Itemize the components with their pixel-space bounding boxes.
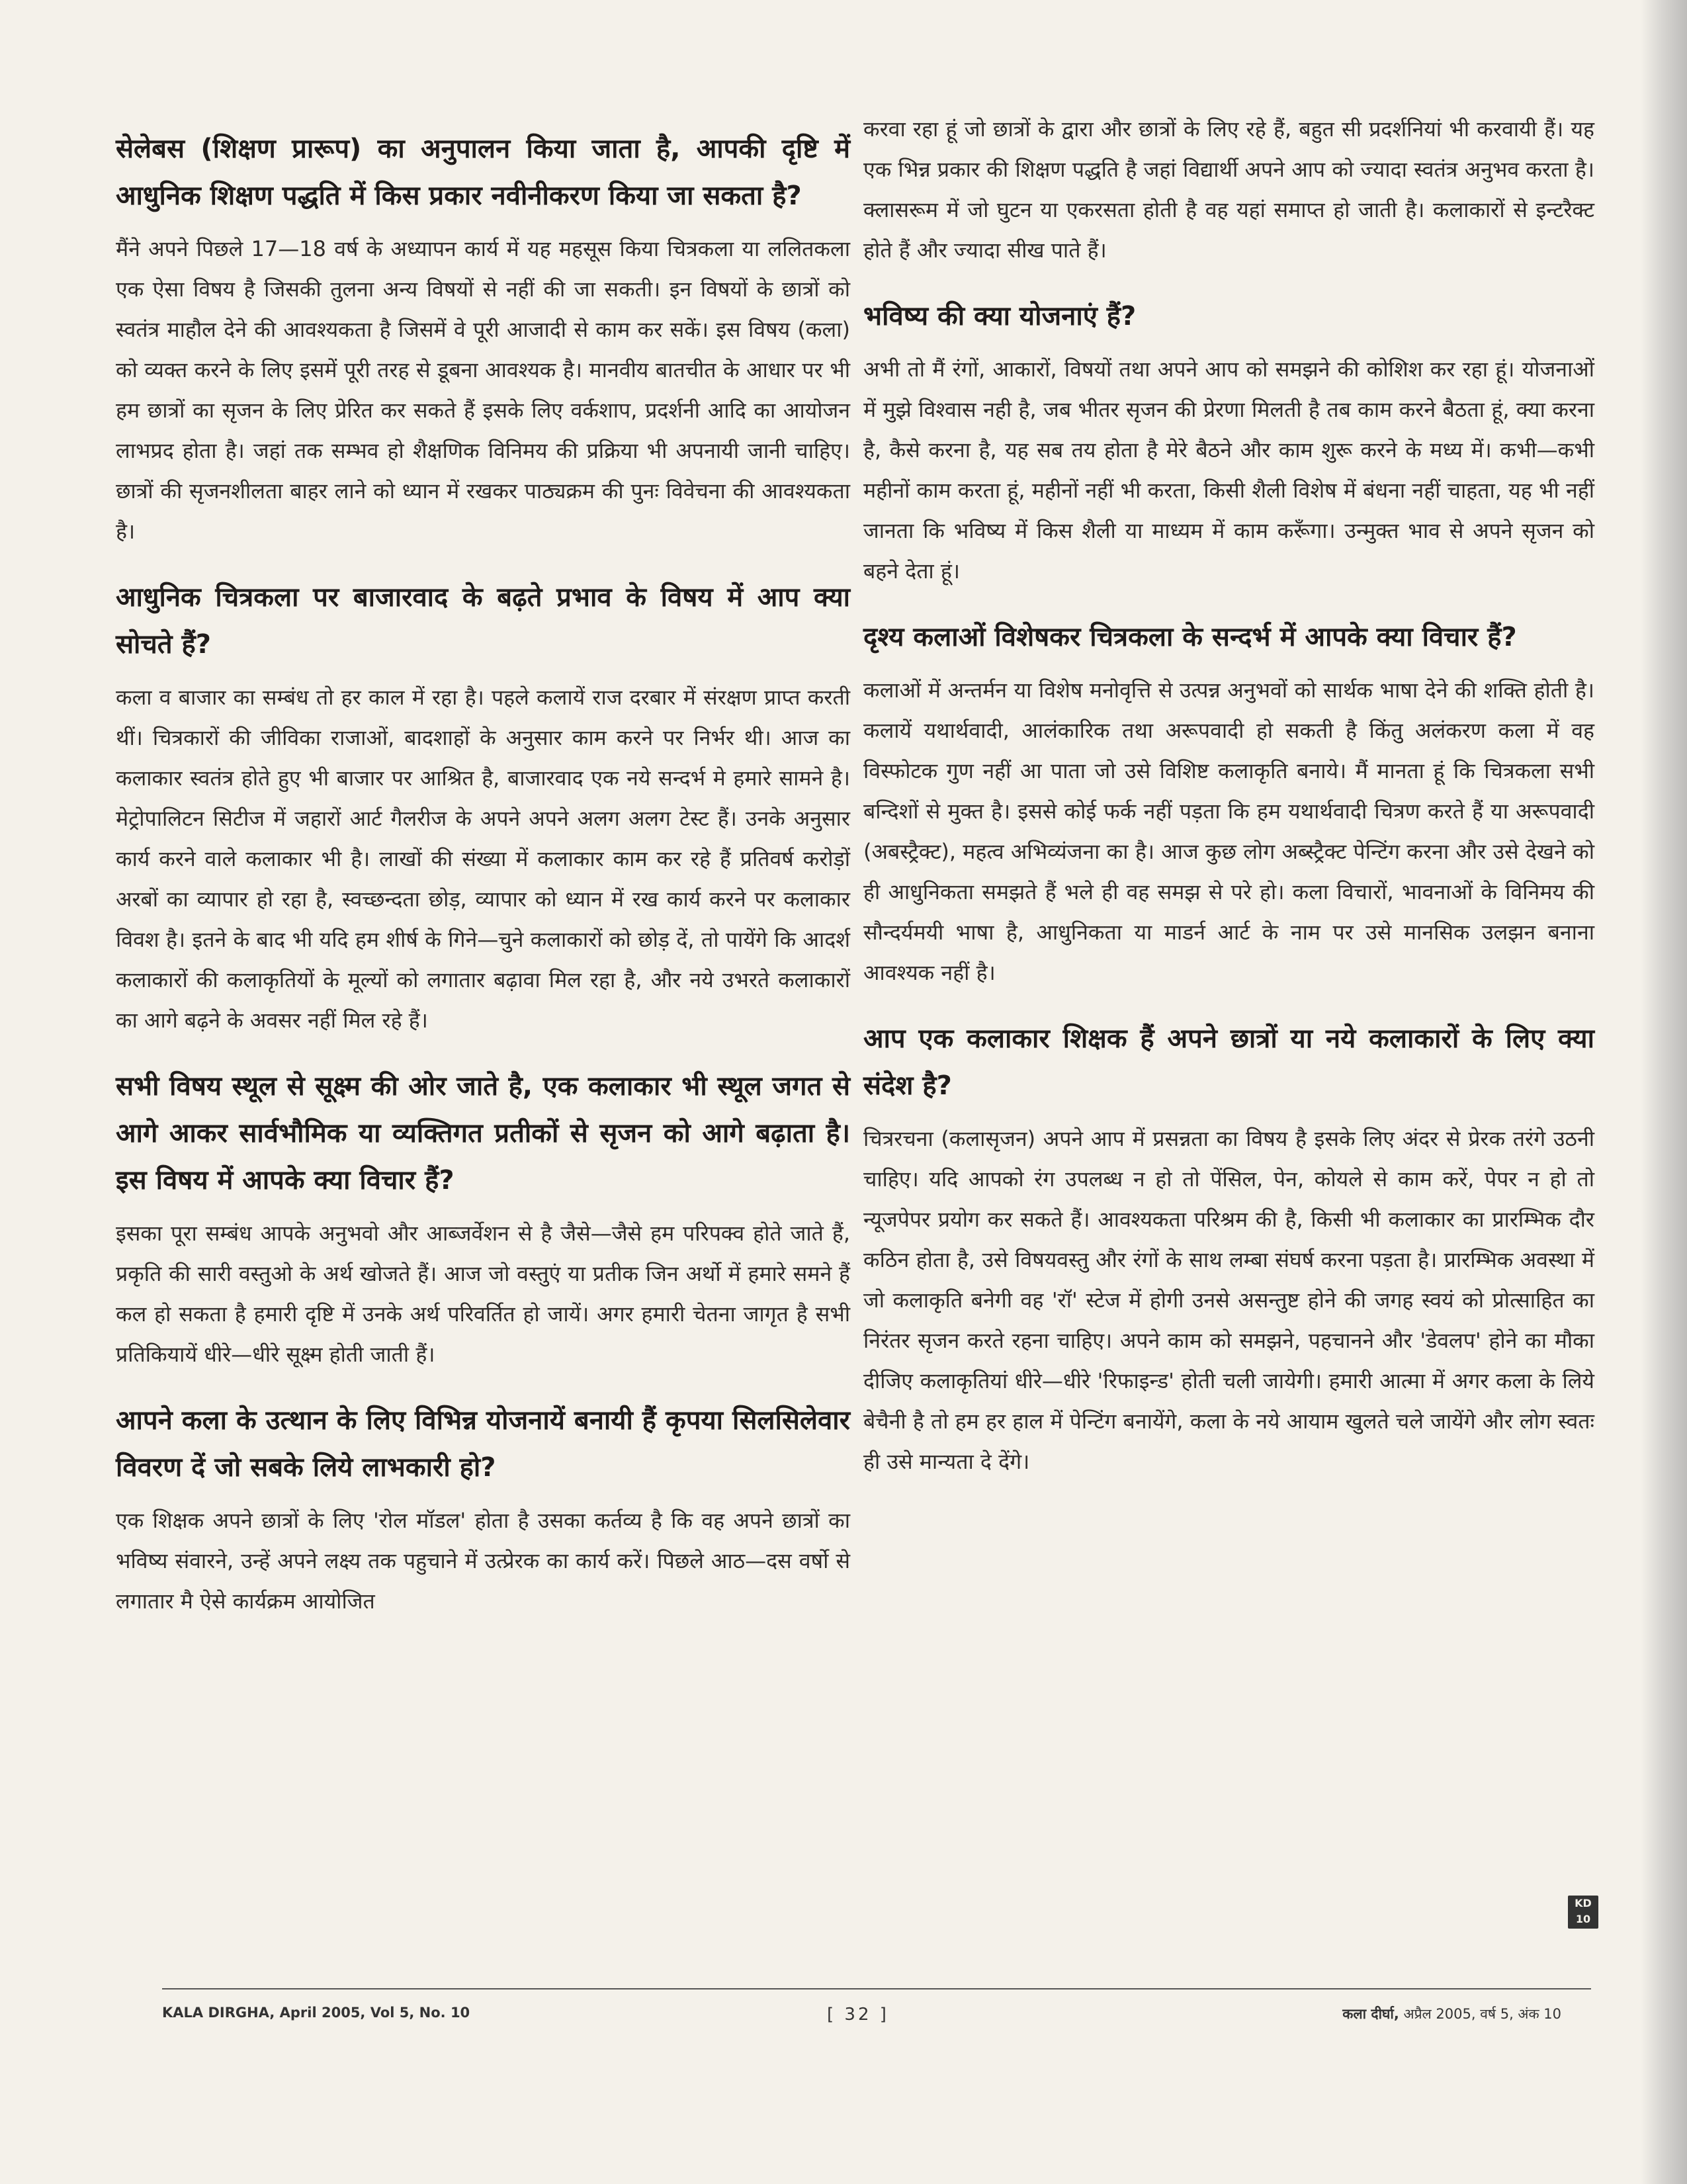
footer-right	[1342, 2005, 1561, 2023]
answer-paragraph: मैंने अपने पिछले 17—18 वर्ष के अध्यापन कार्य में यह महसूस किया चित्रकला या ललितकला एक ऐसा विषय है जिसकी तुलना अन्य विषयों से नहीं की जा सकती। इन विषयों के छात्रों को स्वतंत्र माहौल देने की आवश्यकता है जिसमें वे पूरी आजादी से काम कर सकें। इस विषय (कला) को व्यक्त करने के लिए इसमें पूरी तरह से डूबना आवश्यक है। मानवीय बातचीत के आधार पर भी हम छात्रों का सृजन के लिए प्रेरित कर सकते हैं इसके लिए वर्कशाप, प्रदर्शनी आदि का आयोजन लाभप्रद होता है। जहां तक सम्भव हो शैक्षणिक विनिमय की प्रक्रिया भी अपनायी जानी चाहिए। छात्रों की सृजनशीलता बाहर लाने को ध्यान में रखकर पाठ्यक्रम की पुनः विवेचना की आवश्यकता है।	[116, 236, 850, 544]
question-heading: सभी विषय स्थूल से सूक्ष्म की ओर जाते है, एक कलाकार भी स्थूल जगत से आगे आकर सार्वभौमिक या व्यक्तिगत प्रतीकों से सृजन को आगे बढ़ाता है। इस विषय में आपके क्या विचार हैं?	[116, 1071, 850, 1196]
answer-paragraph: एक शिक्षक अपने छात्रों के लिए 'रोल मॉडल' होता है उसका कर्तव्य है कि वह अपने छात्रों का भविष्य संवारने, उन्हें अपने लक्ष्य तक पहुचाने में उत्प्रेरक का कार्य करें। पिछले आठ—दस वर्षो से लगातार मै ऐसे कार्यक्रम आयोजित	[116, 1508, 850, 1614]
question-heading: भविष्य की क्या योजनाएं हैं?	[863, 301, 1137, 331]
end-logo	[1568, 1896, 1598, 1929]
footer-right-details: अप्रैल 2005, वर्ष 5, अंक 10	[1399, 2006, 1561, 2022]
page-number: [ 32 ]	[827, 2005, 889, 2025]
end-logo-line1: KD	[1575, 1897, 1592, 1909]
footer-rule	[162, 1988, 1591, 1989]
question-heading: आप एक कलाकार शिक्षक हैं अपने छात्रों या नये कलाकारों के लिए क्या संदेश है?	[863, 1024, 1594, 1101]
question-heading: आपने कला के उत्थान के लिए विभिन्न योजनायें बनायी हैं कृपया सिलसिलेवार विवरण दें जो सबके लिये लाभकारी हो?	[116, 1405, 850, 1483]
answer-paragraph: करवा रहा हूं जो छात्रों के द्वारा और छात्रों के लिए रहे हैं, बहुत सी प्रदर्शनियां भी करवायी हैं। यह एक भिन्न प्रकार की शिक्षण पद्धति है जहां विद्यार्थी अपने आप को ज्यादा स्वतंत्र अनुभव करता है। क्लासरूम में जो घुटन या एकरसता होती है वह यहां समाप्त हो जाती है। कलाकारों से इन्टरैक्ट होते हैं और ज्यादा सीख पाते हैं।	[863, 116, 1594, 263]
question-heading: आधुनिक चित्रकला पर बाजारवाद के बढ़ते प्रभाव के विषय में आप क्या सोचते हैं?	[116, 582, 850, 660]
end-logo-line2: 10	[1575, 1913, 1591, 1925]
left-column	[116, 126, 850, 1644]
footer-right-title: कला दीर्घा,	[1342, 2006, 1399, 2022]
answer-paragraph: चित्ररचना (कलासृजन) अपने आप में प्रसन्नता का विषय है इसके लिए अंदर से प्रेरक तरंगे उठनी चाहिए। यदि आपको रंग उपलब्ध न हो तो पेंसिल, पेन, कोयले से काम करें, पेपर न हो तो न्यूजपेपर प्रयोग कर सकते हैं। आवश्यकता परिश्रम की है, किसी भी कलाकार का प्रारम्भिक दौर कठिन होता है, उसे विषयवस्तु और रंगों के साथ लम्बा संघर्ष करना पड़ता है। प्रारम्भिक अवस्था में जो कलाकृति बनेगी वह 'रॉ' स्टेज में होगी उनसे असन्तुष्ट होने की जगह स्वयं को प्रोत्साहित का निरंतर सृजन करते रहना चाहिए। अपने काम को समझने, पहचानने और 'डेवलप' होने का मौका दीजिए कलाकृतियां धीरे—धीरे 'रिफाइन्ड' होती चली जायेगी। हमारी आत्मा में अगर कला के लिये बेचैनी है तो हम हर हाल में पेन्टिंग बनायेंगे, कला के नये आयाम खुलते चले जायेंगे और लोग स्वतः ही उसे मान्यता दे देंगे।	[863, 1126, 1594, 1474]
question-heading: सेलेबस (शिक्षण प्रारूप) का अनुपालन किया जाता है, आपकी दृष्टि में आधुनिक शिक्षण पद्धति में किस प्रकार नवीनीकरण किया जा सकता है?	[116, 134, 850, 211]
answer-paragraph: कला व बाजार का सम्बंध तो हर काल में रहा है। पहले कलायें राज दरबार में संरक्षण प्राप्त करती थीं। चित्रकारों की जीविका राजाओं, बादशाहों के अनुसार काम करने पर निर्भर थी। आज का कलाकार स्वतंत्र होते हुए भी बाजार पर आश्रित है, बाजारवाद एक नये सन्दर्भ मे हमारे सामने है। मेट्रोपालिटन सिटीज में जहारों आर्ट गैलरीज के अपने अपने अलग अलग टेस्ट हैं। उनके अनुसार कार्य करने वाले कलाकार भी है। लाखों की संख्या में कलाकार काम कर रहे हैं प्रतिवर्ष करोड़ों अरबों का व्यापार हो रहा है, स्वच्छन्दता छोड़, व्यापार को ध्यान में रख कार्य करने पर कलाकार विवश है। इतने के बाद भी यदि हम शीर्ष के गिने—चुने कलाकारों को छोड़ दें, तो पायेंगे कि आदर्श कलाकारों की कलाकृतियों के मूल्यों को लगातार बढ़ावा मिल रहा है, और नये उभरते कलाकारों का आगे बढ़ने के अवसर नहीं मिल रहे हैं।	[116, 685, 850, 1033]
answer-paragraph: अभी तो मैं रंगों, आकारों, विषयों तथा अपने आप को समझने की कोशिश कर रहा हूं। योजनाओं में मुझे विश्वास नही है, जब भीतर सृजन की प्रेरणा मिलती है तब काम करने बैठता हूं, क्या करना है, कैसे करना है, यह सब तय होता है मेरे बैठने और काम शुरू करने के मध्य में। कभी—कभी महीनों काम करता हूं, महीनों नहीं भी करता, किसी शैली विशेष में बंधना नहीं चाहता, यह भी नहीं जानता कि भविष्य में किस शैली या माध्यम में काम करूँगा। उन्मुक्त भाव से अपने सृजन को बहने देता हूं।	[863, 357, 1594, 584]
page-edge-shadow	[1641, 0, 1687, 2184]
answer-paragraph: इसका पूरा सम्बंध आपके अनुभवो और आब्जर्वेशन से है जैसे—जैसे हम परिपक्व होते जाते हैं, प्रकृति की सारी वस्तुओ के अर्थ खोजते हैं। आज जो वस्तुएं या प्रतीक जिन अर्थो में हमारे समने हैं कल हो सकता है हमारी दृष्टि में उनके अर्थ परिवर्तित हो जायें। अगर हमारी चेतना जागृत है सभी प्रतिकियायें धीरे—धीरे सूक्ष्म होती जाती हैं।	[116, 1221, 850, 1367]
footer-left: KALA DIRGHA, April 2005, Vol 5, No. 10	[162, 2005, 470, 2021]
answer-paragraph: कलाओं में अन्तर्मन या विशेष मनोवृत्ति से उत्पन्न अनुभवों को सार्थक भाषा देने की शक्ति होती है। कलायें यथार्थवादी, आलंकारिक तथा अरूपवादी हो सकती है किंतु अलंकरण कला में वह विस्फोटक गुण नहीं आ पाता जो उसे विशिष्ट कलाकृति बनाये। मैं मानता हूं कि चित्रकला सभी बन्दिशों से मुक्त है। इससे कोई फर्क नहीं पड़ता कि हम यथार्थवादी चित्रण करते हैं या अरूपवादी (अबस्ट्रैक्ट), महत्व अभिव्यंजना का है। आज कुछ लोग अब्स्ट्रैक्ट पेन्टिंग करना और उसे देखने को ही आधुनिकता समझते हैं भले ही वह समझ से परे हो। कला विचारों, भावनाओं के विनिमय की सौन्दर्यमयी भाषा है, आधुनिकता या माडर्न आर्ट के नाम पर उसे मानसिक उलझन बनाना आवश्यक नहीं है।	[863, 677, 1594, 985]
question-heading: दृश्य कलाओं विशेषकर चित्रकला के सन्दर्भ में आपके क्या विचार हैं?	[863, 622, 1517, 652]
right-column	[863, 109, 1594, 1505]
